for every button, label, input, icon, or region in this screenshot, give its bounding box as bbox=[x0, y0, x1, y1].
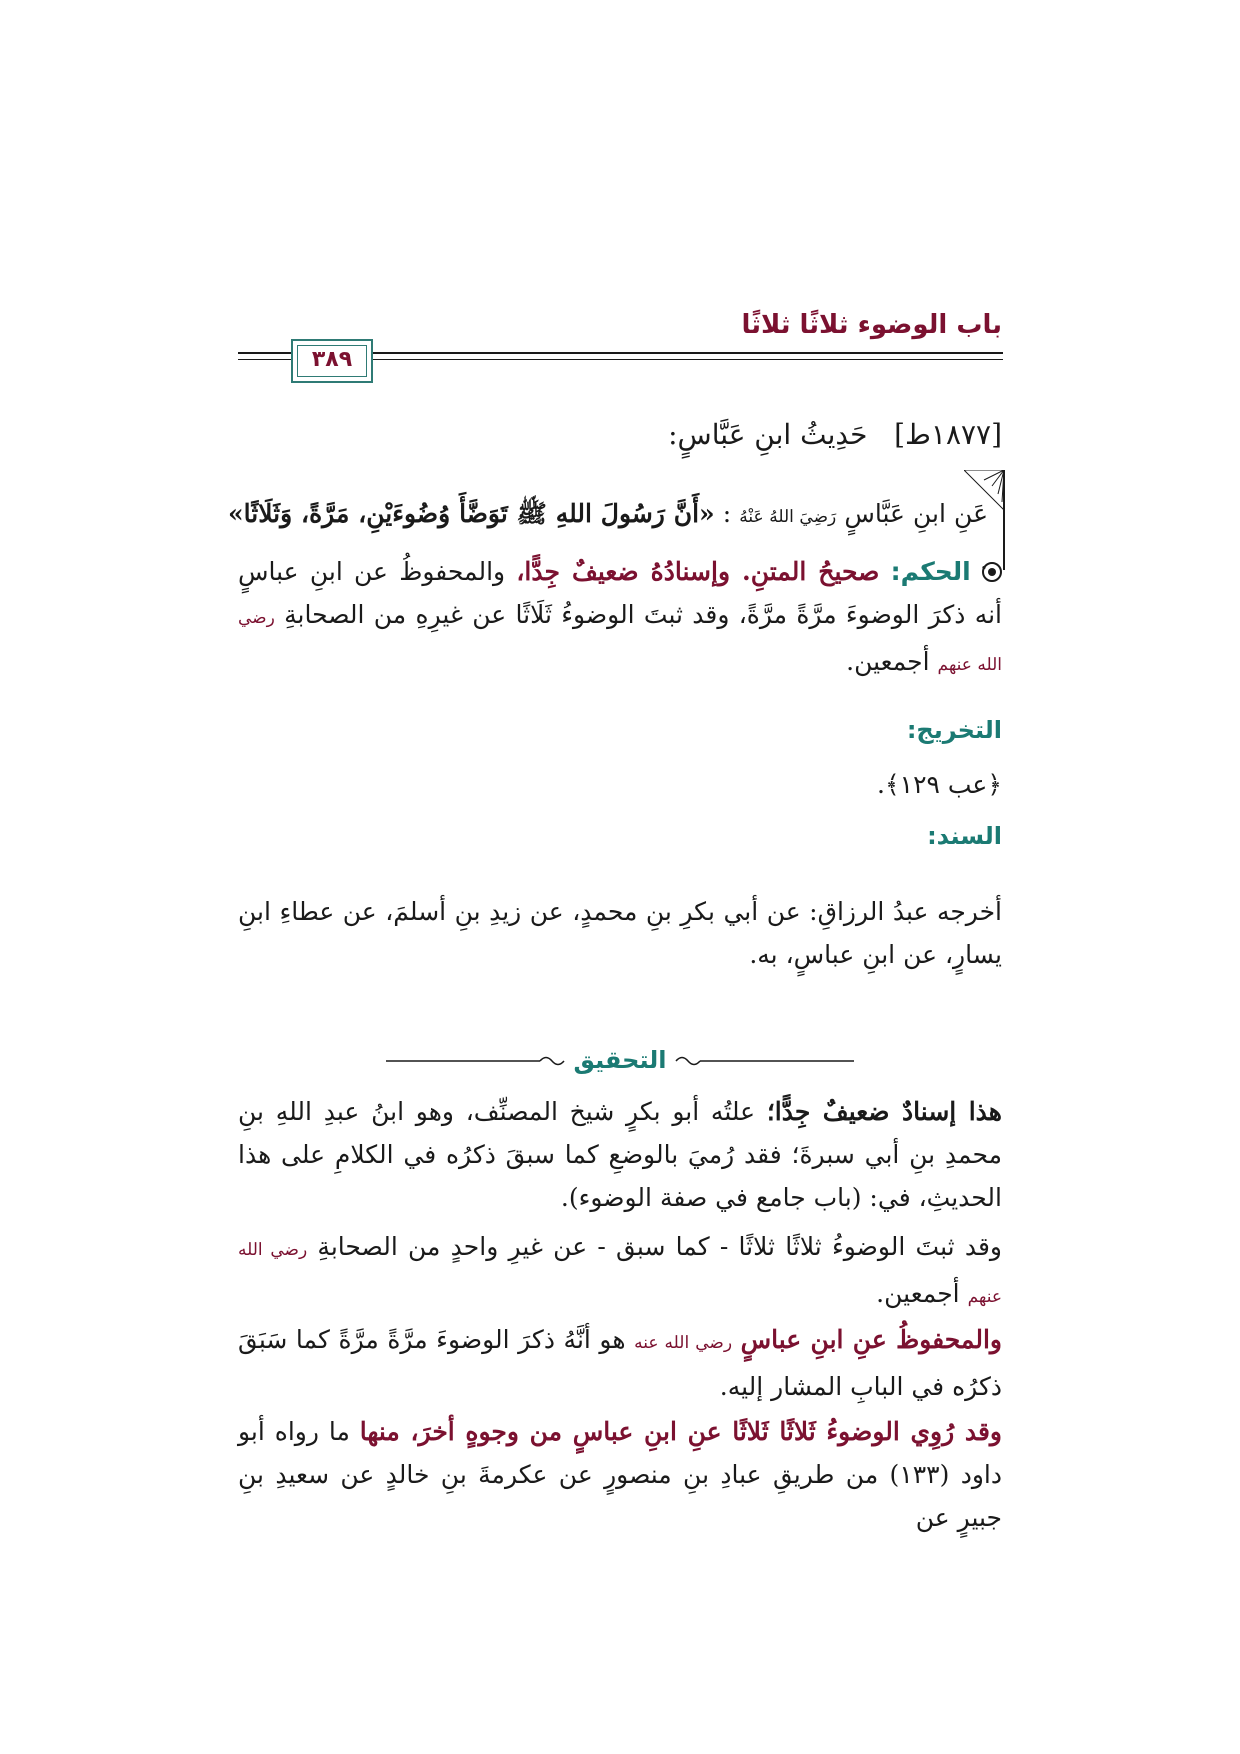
hadith-text: عَنِ ابنِ عَبَّاسٍ رَضِيَ اللهُ عَنْهُ : «أَنَّ رَسُولَ اللهِ ﷺ تَوَضَّأَ وُضُوءَيْنِ، مَرَّةً، وَثَلَاثًا» . bbox=[228, 499, 988, 575]
takhrij-ref: ﴿عب ١٢٩﴾. bbox=[877, 770, 1002, 799]
tahqiq-paragraph-4: وقد رُوِي الوضوءُ ثَلاثًا ثَلاثًا عنِ ابنِ عباسٍ من وجوهٍ أخرَ، منها ما رواه أبو داود (١٣٣) من طريقِ عبادِ بنِ منصورٍ عن عكرمةَ بنِ خالدٍ عن سعيدِ بنِ جبيرٍ عن bbox=[238, 1417, 1002, 1532]
header-rule-left-top bbox=[238, 352, 291, 354]
sanad-label: السند: bbox=[927, 822, 1002, 850]
hadith-title: حَدِيثُ ابنِ عَبَّاسٍ: bbox=[668, 418, 868, 451]
page-number-badge bbox=[291, 339, 373, 383]
tahqiq-paragraph-3: والمحفوظُ عنِ ابنِ عباسٍ رضي الله عنه هو أنَّهُ ذكرَ الوضوءَ مرَّةً مرَّةً كما سَبَقَ ذكرُه في البابِ المشار إليه. bbox=[238, 1325, 1002, 1401]
header-rule-right-top bbox=[373, 352, 1003, 354]
tahqiq-label: التحقيق bbox=[573, 1046, 667, 1074]
ruling-paragraph: الحكم: صحيحُ المتنِ. وإسنادُهُ ضعيفٌ جِدًّا، والمحفوظُ عن ابنِ عباسٍ أنه ذكرَ الوضوءَ مرَّةً مرَّةً، وقد ثبتَ الوضوءُ ثَلَاثًا عن غيرِهِ من الصحابةِ رضي الله عنهم أجمعين. bbox=[238, 557, 1002, 676]
ruling-label: الحكم: bbox=[890, 557, 971, 586]
ruling-verdict: صحيحُ المتنِ. وإسنادُهُ ضعيفٌ جِدًّا، bbox=[516, 557, 880, 586]
tahqiq-paragraph-2: وقد ثبتَ الوضوءُ ثلاثًا ثلاثًا - كما سبق - عن غيرِ واحدٍ من الصحابةِ رضي الله عنهم أجمعين. bbox=[238, 1232, 1002, 1308]
tahqiq-paragraph-1: هذا إسنادٌ ضعيفٌ جِدًّا؛ علتُه أبو بكرٍ شيخ المصنِّف، وهو ابنُ عبدِ اللهِ بنِ محمدِ بنِ أبي سبرةَ؛ فقد رُميَ بالوضعِ كما سبقَ ذكرُه في الكلامِ على هذا الحديثِ، في: (باب جامع في صفة الوضوء). bbox=[238, 1097, 1002, 1212]
tahqiq-divider bbox=[380, 1046, 860, 1076]
header-rule-left-bottom bbox=[238, 359, 291, 360]
hadith-heading bbox=[242, 418, 1002, 451]
hadith-number: [١٨٧٧ط] bbox=[894, 418, 1002, 451]
hadith-matn: «أَنَّ رَسُولَ اللهِ ﷺ تَوَضَّأَ وُضُوءَيْنِ، مَرَّةً، وَثَلَاثًا» bbox=[228, 499, 715, 528]
running-title: باب الوضوء ثلاثًا ثلاثًا bbox=[741, 310, 1002, 340]
sanad-text: أخرجه عبدُ الرزاقِ: عن أبي بكرِ بنِ محمدٍ، عن زيدِ بنِ أسلمَ، عن عطاءِ ابنِ يسارٍ، عن ابنِ عباسٍ، به. bbox=[238, 897, 1002, 969]
header-rule-right-bottom bbox=[373, 359, 1003, 360]
page-number: ٣٨٩ bbox=[311, 347, 353, 372]
takhrij-label: التخريج: bbox=[906, 716, 1002, 744]
flower-bullet-icon bbox=[982, 562, 1002, 582]
